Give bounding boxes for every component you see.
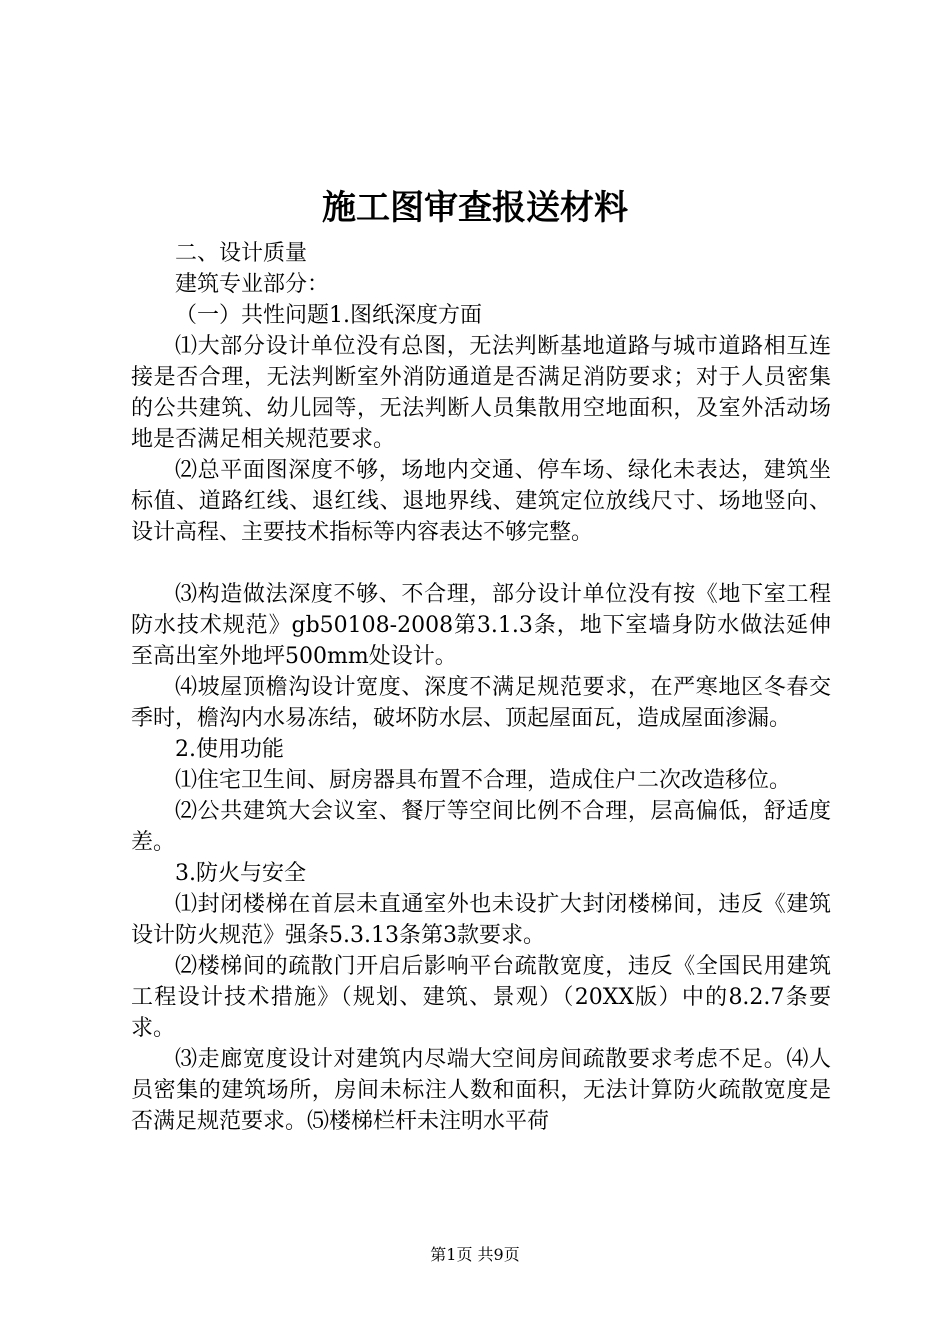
subsection-usage: 2.使用功能 xyxy=(175,737,284,762)
paragraph-usage-2: ⑵公共建筑大会议室、餐厅等空间比例不合理，层高偏低，舒适度差。 xyxy=(131,799,831,855)
paragraph-item-2: ⑵总平面图深度不够，场地内交通、停车场、绿化未表达，建筑坐标值、道路红线、退红线、退地界线、建筑定位放线尺寸、场地竖向、设计高程、主要技术指标等内容表达不够完整。 xyxy=(131,458,831,545)
section-heading-design-quality: 二、设计质量 xyxy=(175,241,308,266)
paragraph-fire-3: ⑶走廊宽度设计对建筑内尽端大空间房间疏散要求考虑不足。⑷人员密集的建筑场所，房间未标注人数和面积，无法计算防火疏散宽度是否满足规范要求。⑸楼梯栏杆未注明水平荷 xyxy=(131,1047,831,1134)
page-indicator: 第1页 共9页 xyxy=(430,1245,520,1264)
paragraph-item-3: ⑶构造做法深度不够、不合理，部分设计单位没有按《地下室工程防水技术规范》gb50108-2008第3.1.3条，地下室墙身防水做法延伸至高出室外地坪500mm处设计。 xyxy=(131,582,831,669)
paragraph-fire-2: ⑵楼梯间的疏散门开启后影响平台疏散宽度，违反《全国民用建筑工程设计技术措施》（规划、建筑、景观）（20XX版）中的8.2.7条要求。 xyxy=(131,954,831,1041)
document-body xyxy=(131,238,831,1137)
paragraph-item-4: ⑷坡屋顶檐沟设计宽度、深度不满足规范要求，在严寒地区冬春交季时，檐沟内水易冻结，破坏防水层、顶起屋面瓦，造成屋面渗漏。 xyxy=(131,675,831,731)
subsection-fire-safety: 3.防火与安全 xyxy=(175,861,306,886)
paragraph-fire-1: ⑴封闭楼梯在首层未直通室外也未设扩大封闭楼梯间，违反《建筑设计防火规范》强条5.3.13条第3款要求。 xyxy=(131,892,831,948)
paragraph-item-1: ⑴大部分设计单位没有总图，无法判断基地道路与城市道路相互连接是否合理，无法判断室外消防通道是否满足消防要求；对于人员密集的公共建筑、幼儿园等，无法判断人员集散用空地面积，及室外活动场地是否满足相关规范要求。 xyxy=(131,334,831,452)
subsection-common-issues: （一）共性问题1.图纸深度方面 xyxy=(175,303,482,328)
paragraph-usage-1: ⑴住宅卫生间、厨房器具布置不合理，造成住户二次改造移位。 xyxy=(175,768,792,793)
document-title: 施工图审查报送材料 xyxy=(322,188,628,228)
subsection-architecture: 建筑专业部分： xyxy=(175,272,330,297)
paragraph-spacer xyxy=(131,548,831,579)
